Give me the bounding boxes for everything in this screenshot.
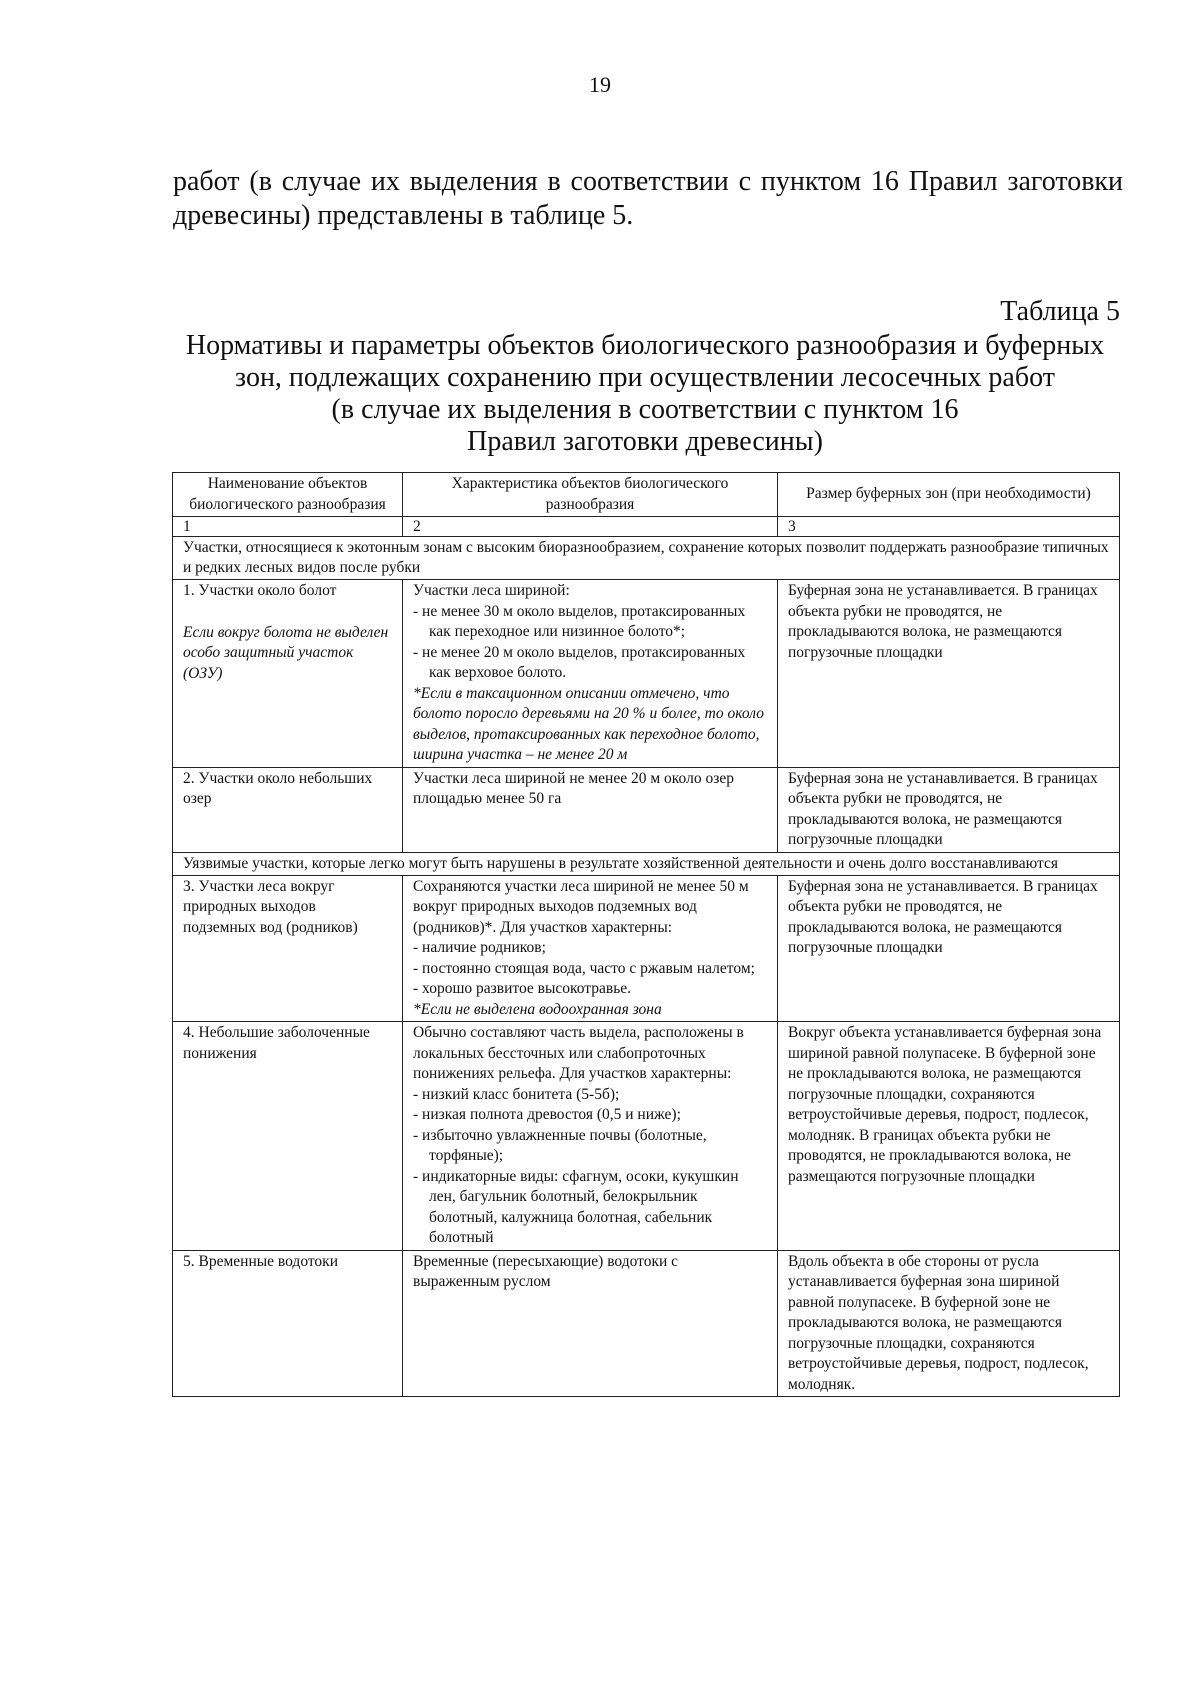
header-object-characteristics: Характеристика объектов биологического разнообразия (403, 473, 778, 517)
table-title-line: зон, подлежащих сохранению при осуществлении лесосечных работ (235, 362, 1055, 393)
object-name-note: Если вокруг болота не выделен особо защитный участок (ОЗУ) (183, 623, 389, 682)
table-row (173, 1022, 1120, 1251)
list-item: - низкий класс бонитета (5-5б); (413, 1085, 767, 1106)
characteristics-cell (403, 580, 778, 768)
page-number: 19 (589, 72, 611, 97)
table-title-line: Нормативы и параметры объектов биологического разнообразия и буферных (185, 330, 1105, 361)
characteristics-note: *Если не выделена водоохранная зона (413, 1000, 662, 1018)
table-row (173, 767, 1120, 852)
object-name: 2. Участки около небольших озер (183, 769, 373, 807)
characteristics-intro: Участки леса шириной не менее 20 м около озер площадью менее 50 га (413, 769, 734, 807)
table-header-row (173, 473, 1120, 517)
list-item: - хорошо развитое высокотравье. (413, 979, 767, 1000)
table-title-line: Правил заготовки древесины) (467, 426, 823, 457)
list-item: - постоянно стоящая вода, часто с ржавым налетом; (413, 959, 767, 980)
object-name-cell (173, 1022, 403, 1251)
table-title (160, 330, 1130, 458)
header-buffer-size: Размер буферных зон (при необходимости) (778, 473, 1120, 517)
header-object-name: Наименование объектов биологического разнообразия (173, 473, 403, 517)
column-number: 1 (173, 517, 403, 537)
list-item: - низкая полнота древостоя (0,5 и ниже); (413, 1105, 767, 1126)
object-name-cell (173, 767, 403, 852)
characteristics-list (413, 1085, 767, 1249)
characteristics-intro: Временные (пересыхающие) водотоки с выраженным руслом (413, 1252, 679, 1290)
buffer-cell: Буферная зона не устанавливается. В границах объекта рубки не проводятся, не прокладываются волока, не размещаются погрузочные площадки (778, 580, 1120, 768)
characteristics-list (413, 938, 767, 1000)
list-item: - наличие родников; (413, 938, 767, 959)
section-title: Уязвимые участки, которые легко могут быть нарушены в результате хозяйственной деятельности и очень долго восстанавливаются (173, 852, 1120, 875)
column-number-row (173, 517, 1120, 537)
table-row (173, 1250, 1120, 1397)
column-number: 3 (778, 517, 1120, 537)
characteristics-intro: Участки леса шириной: (413, 582, 570, 599)
characteristics-intro: Обычно составляют часть выдела, расположены в локальных бессточных или слабопроточных понижениях рельефа. Для участков характерны: (413, 1024, 744, 1082)
characteristics-intro: Сохраняются участки леса шириной не менее 50 м вокруг природных выходов подземных вод (родников)*. Для участков характерны: (413, 877, 749, 936)
buffer-cell: Вдоль объекта в обе стороны от русла устанавливается буферная зона шириной равной полупасеке. В буферной зоне не прокладываются волока, не размещаются погрузочные площадки, сохраняются ветроустойчивые деревья, подрост, подлесок, молодняк. (778, 1250, 1120, 1397)
intro-paragraph: работ (в случае их выделения в соответствии с пунктом 16 Правил заготовки древесины) представлены в таблице 5. (173, 166, 1123, 231)
section-header-row (173, 537, 1120, 580)
section-header-row (173, 852, 1120, 875)
norms-table (172, 472, 1120, 1397)
table-label: Таблица 5 (1000, 296, 1120, 327)
list-item: - избыточно увлажненные почвы (болотные, торфяные); (413, 1126, 767, 1167)
characteristics-cell (403, 1250, 778, 1397)
object-name: 5. Временные водотоки (183, 1252, 339, 1270)
buffer-cell: Буферная зона не устанавливается. В границах объекта рубки не проводятся, не прокладываются волока, не размещаются погрузочные площадки (778, 875, 1120, 1022)
characteristics-cell (403, 1022, 778, 1251)
list-item: - не менее 30 м около выделов, протаксированных как переходное или низинное болото*; (413, 602, 767, 643)
object-name: 1. Участки около болот (183, 582, 337, 599)
buffer-cell: Вокруг объекта устанавливается буферная зона шириной равной полупасеке. В буферной зоне не прокладываются волока, не размещаются погрузочные площадки, сохраняются ветроустойчивые деревья, подрост, подлесок, молодняк. В границах объекта рубки не проводятся, не прокладываются волока, не размещаются погрузочные площадки (778, 1022, 1120, 1251)
object-name-cell (173, 875, 403, 1022)
characteristics-note: *Если в таксационном описании отмечено, что болото поросло деревьями на 20 % и более, то около выделов, протаксированных как переходное болото, ширина участка – не менее 20 м (413, 684, 764, 763)
object-name-cell (173, 580, 403, 768)
characteristics-cell (403, 875, 778, 1022)
list-item: - не менее 20 м около выделов, протаксированных как верховое болото. (413, 643, 767, 684)
buffer-cell: Буферная зона не устанавливается. В границах объекта рубки не проводятся, не прокладываются волока, не размещаются погрузочные площадки (778, 767, 1120, 852)
characteristics-list (413, 602, 767, 684)
table-row (173, 580, 1120, 768)
object-name: 3. Участки леса вокруг природных выходов подземных вод (родников) (183, 877, 358, 936)
object-name-cell (173, 1250, 403, 1397)
list-item: - индикаторные виды: сфагнум, осоки, кукушкин лен, багульник болотный, белокрыльник болотный, калужница болотная, сабельник болотный (413, 1167, 767, 1249)
table-title-line: (в случае их выделения в соответствии с пунктом 16 (331, 394, 959, 425)
section-title: Участки, относящиеся к экотонным зонам с высоким биоразнообразием, сохранение которых позволит поддержать разнообразие типичных и редких лесных видов после рубки (173, 537, 1120, 580)
table-row (173, 875, 1120, 1022)
column-number: 2 (403, 517, 778, 537)
object-name: 4. Небольшие заболоченные понижения (183, 1024, 370, 1062)
characteristics-cell (403, 767, 778, 852)
